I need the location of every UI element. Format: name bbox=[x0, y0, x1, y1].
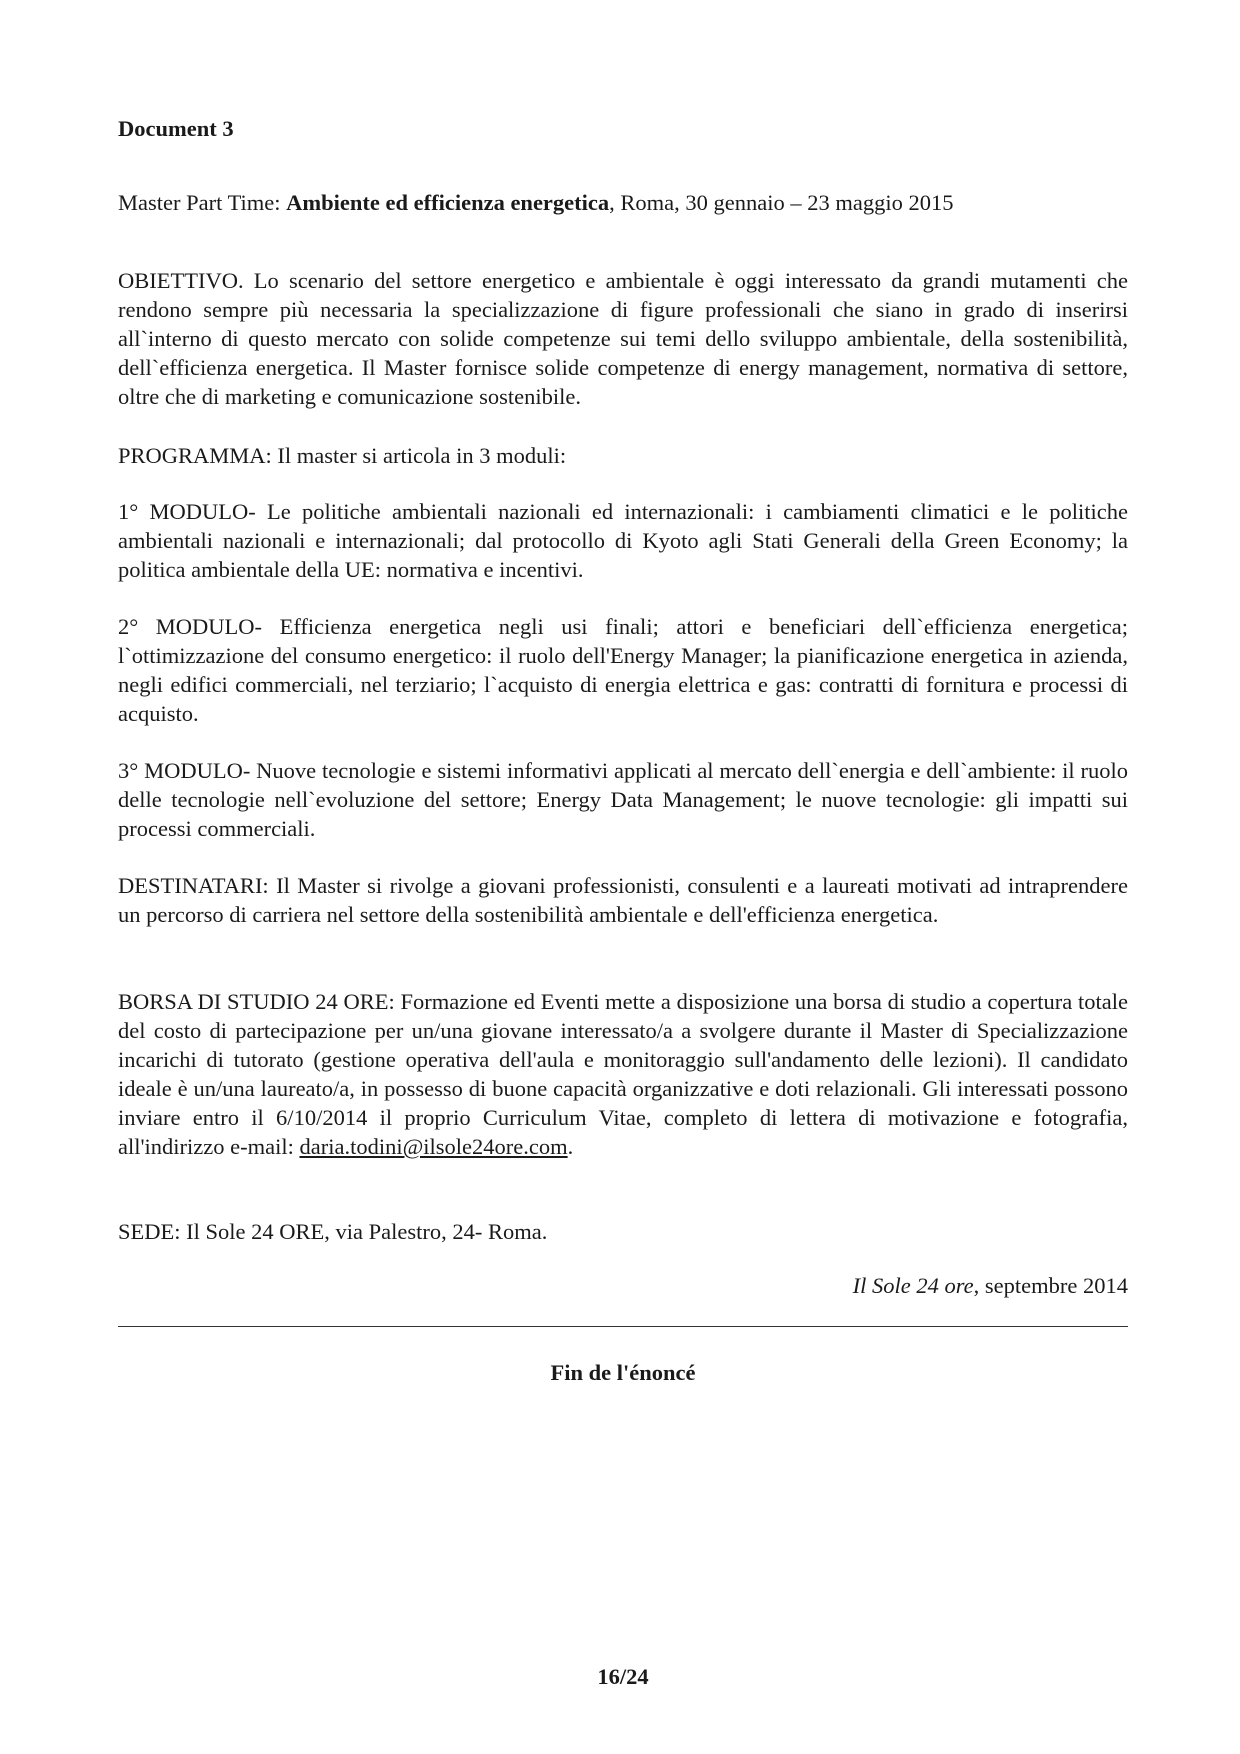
paragraph-obiettivo: OBIETTIVO. Lo scenario del settore energetico e ambientale è oggi interessato da grandi mutamenti che rendono sempre più necessaria la specializzazione di figure professionali che siano in grado di inserirsi all`interno di questo mercato con solide competenze sui temi dello sviluppo ambientale, della sostenibilità, dell`efficienza energetica. Il Master fornisce solide competenze di energy management, normativa di settore, oltre che di marketing e comunicazione sostenibile. bbox=[118, 268, 1128, 409]
page-number: 16/24 bbox=[597, 1664, 649, 1689]
email-link[interactable]: daria.todini@ilsole24ore.com bbox=[299, 1134, 568, 1159]
paragraph-sede: SEDE: Il Sole 24 ORE, via Palestro, 24- Roma. bbox=[118, 1219, 548, 1244]
document-title: Document 3 bbox=[118, 116, 234, 141]
document-page bbox=[118, 0, 1128, 1754]
subtitle-prefix: Master Part Time: bbox=[118, 190, 287, 215]
master-subtitle bbox=[118, 190, 953, 216]
paragraph-borsa bbox=[118, 987, 1128, 1161]
source-name: Il Sole 24 ore bbox=[852, 1273, 974, 1298]
paragraph-programma: PROGRAMMA: Il master si articola in 3 moduli: bbox=[118, 443, 567, 468]
borsa-end: . bbox=[567, 1134, 574, 1159]
subtitle-course-name: Ambiente ed efficienza energetica bbox=[286, 190, 610, 215]
subtitle-suffix: , Roma, 30 gennaio – 23 maggio 2015 bbox=[609, 190, 954, 215]
paragraph-modulo-3: 3° MODULO- Nuove tecnologie e sistemi informativi applicati al mercato dell`energia e dell`ambiente: il ruolo delle tecnologie nell`evoluzione del settore; Energy Data Management; le nuove tecnologie: gli impatti sui processi commerciali. bbox=[118, 758, 1128, 841]
horizontal-divider bbox=[118, 1326, 1128, 1327]
borsa-text: BORSA DI STUDIO 24 ORE: Formazione ed Eventi mette a disposizione una borsa di studio a copertura totale del costo di partecipazione per un/una giovane interessato/a a svolgere durante il Master di Specializzazione incarichi di tutorato (gestione operativa dell'aula e monitoraggio sull'andamento delle lezioni). Il candidato ideale è un/una laureato/a, in possesso di buone capacità organizzative e doti relazionali. Gli interessati possono inviare entro il 6/10/2014 il proprio Curriculum Vitae, completo di lettera di motivazione e fotografia, all'indirizzo e-mail: bbox=[118, 989, 1128, 1159]
source-signature bbox=[853, 1273, 1128, 1299]
paragraph-destinatari: DESTINATARI: Il Master si rivolge a giovani professionisti, consulenti e a laureati motivati ad intraprendere un percorso di carriera nel settore della sostenibilità ambientale e dell'efficienza energetica. bbox=[118, 873, 1128, 927]
end-title: Fin de l'énoncé bbox=[550, 1360, 696, 1385]
paragraph-modulo-1: 1° MODULO- Le politiche ambientali nazionali ed internazionali: i cambiamenti climatici e le politiche ambientali nazionali e internazionali; dal protocollo di Kyoto agli Stati Generali della Green Economy; la politica ambientale della UE: normativa e incentivi. bbox=[118, 499, 1128, 582]
source-date: , septembre 2014 bbox=[973, 1273, 1128, 1298]
paragraph-modulo-2: 2° MODULO- Efficienza energetica negli usi finali; attori e beneficiari dell`efficienza energetica; l`ottimizzazione del consumo energetico: il ruolo dell'Energy Manager; la pianificazione energetica in azienda, negli edifici commerciali, nel terziario; l`acquisto di energia elettrica e gas: contratti di fornitura e processi di acquisto. bbox=[118, 614, 1128, 726]
